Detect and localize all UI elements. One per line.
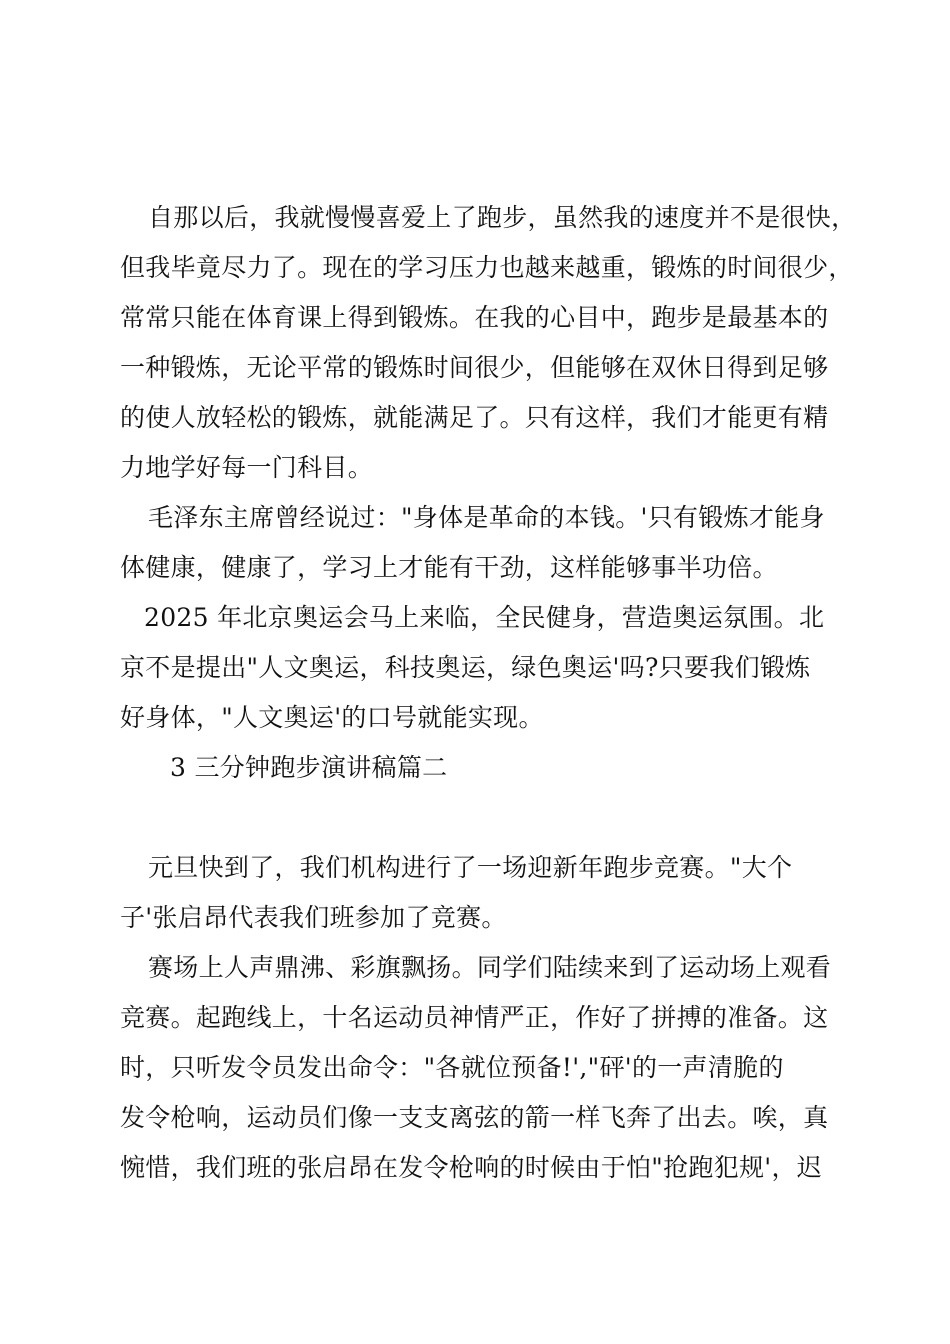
paragraph-line: 竞赛。起跑线上，十名运动员神情严正，作好了拼搏的准备。这 [120, 1003, 829, 1032]
paragraph-line: 子'张启昂代表我们班参加了竞赛。 [120, 903, 507, 932]
paragraph-line: 发令枪响，运动员们像一支支离弦的箭一样飞奔了出去。唉，真 [120, 1103, 829, 1132]
paragraph-line: 但我毕竟尽力了。现在的学习压力也越来越重，锻炼的时间很少， [120, 253, 854, 282]
paragraph-line: 赛场上人声鼎沸、彩旗飘扬。同学们陆续来到了运动场上观看 [148, 953, 832, 982]
paragraph-line: 常常只能在体育课上得到锻炼。在我的心目中，跑步是最基本的 [120, 303, 829, 332]
paragraph-line: 体健康，健康了，学习上才能有干劲，这样能够事半功倍。 [120, 553, 778, 582]
paragraph-line: 的使人放轻松的锻炼，就能满足了。只有这样，我们才能更有精 [120, 403, 829, 432]
paragraph-line: 惋惜，我们班的张启昂在发令枪响的时候由于怕"抢跑犯规'，迟 [120, 1153, 823, 1182]
paragraph-line: 毛泽东主席曾经说过："身体是革命的本钱。'只有锻炼才能身 [148, 503, 825, 532]
paragraph-line: 元旦快到了，我们机构进行了一场迎新年跑步竞赛。"大个 [148, 853, 793, 882]
paragraph-line: 自那以后，我就慢慢喜爱上了跑步，虽然我的速度并不是很快， [148, 203, 857, 232]
paragraph-line: 京不是提出"人文奥运，科技奥运，绿色奥运'吗?只要我们锻炼 [120, 653, 811, 682]
paragraph-line: 一种锻炼，无论平常的锻炼时间很少，但能够在双休日得到足够 [120, 353, 829, 382]
paragraph-line: 2025 年北京奥运会马上来临，全民健身，营造奥运氛围。北 [144, 603, 825, 632]
paragraph-line: 力地学好每一门科目。 [120, 453, 374, 482]
paragraph-line: 时，只听发令员发出命令："各就位预备!',"砰'的一声清脆的 [120, 1053, 784, 1082]
section-heading: 3 三分钟跑步演讲稿篇二 [170, 753, 448, 782]
paragraph-line: 好身体，"人文奥运'的口号就能实现。 [120, 703, 544, 732]
